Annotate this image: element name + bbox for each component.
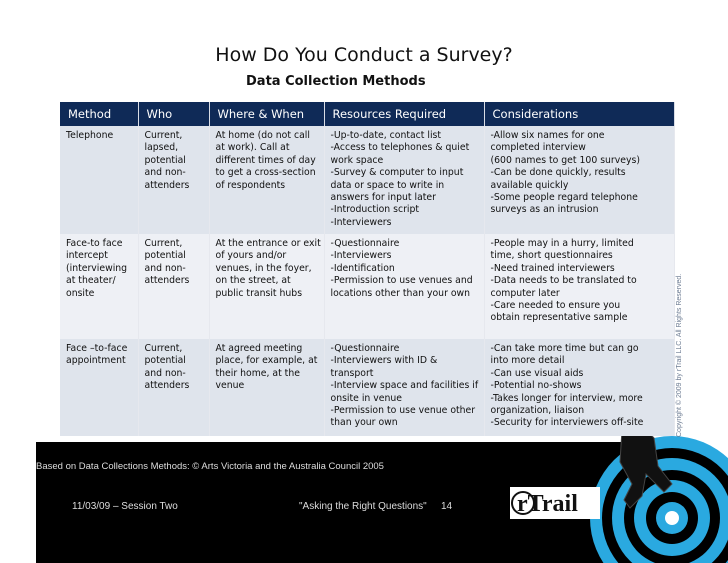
cell-line: -Interviewers — [330, 250, 392, 262]
cell-line: and non- — [144, 262, 186, 274]
cell-line: -Can use visual aids — [490, 367, 584, 379]
cell-line: potential — [144, 250, 186, 262]
cell-line: -Need trained interviewers — [490, 262, 615, 274]
footer-session-title: "Asking the Right Questions" — [299, 501, 427, 512]
cell-resources — [324, 234, 484, 339]
cell-where-when — [209, 126, 324, 234]
cell-line: time, short questionnaires — [490, 250, 613, 262]
cell-line: locations other than your own — [330, 287, 471, 299]
cell-line: appointment — [66, 355, 126, 367]
slide-title: How Do You Conduct a Survey? — [215, 44, 513, 66]
cell-line: work space — [330, 154, 384, 166]
cell-line: -Interview space and facilities if — [330, 380, 479, 392]
cell-line: -Permission to use venues and — [330, 275, 473, 287]
cell-line: potential — [144, 154, 186, 166]
rtrail-logo — [510, 487, 600, 519]
cell-line: -Questionnaire — [330, 343, 400, 354]
cell-line: Face –to-face — [66, 343, 128, 354]
cell-line: -Some people regard telephone — [490, 192, 638, 204]
cell-line: to get a cross-section — [215, 167, 316, 179]
cell-line: -Questionnaire — [330, 238, 400, 249]
cell-considerations — [484, 126, 674, 234]
cell-line: venues, in the foyer, — [215, 262, 312, 274]
cell-line: their home, at the — [215, 367, 300, 379]
cell-line: -Can take more time but can go — [490, 343, 639, 354]
cell-line: completed interview — [490, 142, 586, 154]
cell-method — [60, 126, 138, 234]
cell-line: than your own — [330, 417, 398, 429]
slide-subtitle: Data Collection Methods — [246, 74, 426, 89]
cell-line: (600 names to get 100 surveys) — [490, 154, 640, 166]
cell-resources — [324, 339, 484, 436]
cell-line: transport — [330, 367, 374, 379]
cell-line: onsite in venue — [330, 392, 402, 404]
cell-line: data or space to write in — [330, 179, 445, 191]
cell-line: attenders — [144, 179, 190, 191]
header-considerations: Considerations — [484, 102, 674, 126]
source-footnote: Based on Data Collections Methods: © Arts Victoria and the Australia Council 2005 — [36, 461, 384, 472]
cell-line: -People may in a hurry, limited — [490, 238, 634, 249]
copyright-notice: Copyright © 2009 by rTrail LLC. All Rights Reserved. — [676, 273, 683, 437]
cell-line: on the street, at — [215, 275, 291, 287]
cell-line: (interviewing — [66, 262, 128, 274]
page-number: 14 — [441, 501, 453, 512]
cell-line: Face-to face — [66, 238, 123, 249]
cell-line: -Access to telephones & quiet — [330, 142, 470, 154]
cell-line: -Survey & computer to input — [330, 167, 464, 179]
table-row — [60, 234, 674, 339]
cell-who — [138, 126, 209, 234]
cell-line: of respondents — [215, 179, 286, 191]
cell-line: computer later — [490, 287, 560, 299]
cell-line: -Permission to use venue other — [330, 405, 476, 417]
cell-method — [60, 339, 138, 436]
table-row — [60, 126, 674, 234]
cell-line: answers for input later — [330, 192, 436, 204]
cell-line: public transit hubs — [215, 287, 303, 299]
methods-table — [60, 102, 674, 452]
logo-text: rTrail — [517, 491, 578, 517]
cell-line: -Care needed to ensure you — [490, 300, 621, 312]
cell-where-when — [209, 339, 324, 436]
cell-line: organization, liaison — [490, 405, 585, 417]
cell-line: lapsed, — [144, 142, 179, 154]
cell-line: attenders — [144, 380, 190, 392]
cell-line: available quickly — [490, 179, 569, 191]
cell-line: -Can be done quickly, results — [490, 167, 626, 179]
table-row — [60, 339, 674, 436]
cell-line: -Security for interviewers off-site — [490, 417, 644, 429]
cell-line: -Introduction script — [330, 204, 420, 216]
cell-line: At the entrance or exit — [215, 238, 321, 249]
cell-line: -Up-to-date, contact list — [330, 130, 442, 141]
header-where-when: Where & When — [209, 102, 324, 126]
cell-who — [138, 339, 209, 436]
cell-line: potential — [144, 355, 186, 367]
cell-line: surveys as an intrusion — [490, 204, 599, 216]
cell-line: -Interviewers with ID & — [330, 355, 438, 367]
cell-line: at theater/ — [66, 275, 116, 287]
cell-line: intercept — [66, 250, 108, 262]
header-resources: Resources Required — [324, 102, 484, 126]
header-who: Who — [138, 102, 209, 126]
cell-method — [60, 234, 138, 339]
cell-line: different times of day — [215, 154, 316, 166]
cell-line: At home (do not call — [215, 130, 310, 141]
cell-line: into more detail — [490, 355, 565, 367]
cell-who — [138, 234, 209, 339]
cell-line: -Takes longer for interview, more — [490, 392, 643, 404]
cell-considerations — [484, 339, 674, 436]
cell-line: -Allow six names for one — [490, 130, 605, 141]
cell-line: venue — [215, 380, 245, 392]
footer-date: 11/03/09 – Session Two — [72, 501, 178, 512]
cell-line: Current, — [144, 343, 183, 354]
cell-line: Telephone — [66, 130, 114, 141]
cell-resources — [324, 126, 484, 234]
cell-where-when — [209, 234, 324, 339]
cell-line: Current, — [144, 238, 183, 249]
cell-considerations — [484, 234, 674, 339]
cell-line: -Interviewers — [330, 216, 392, 228]
cell-line: at work). Call at — [215, 142, 290, 154]
header-method: Method — [60, 102, 138, 126]
cell-line: and non- — [144, 367, 186, 379]
cell-line: -Potential no-shows — [490, 380, 582, 392]
cell-line: attenders — [144, 275, 190, 287]
cell-line: of yours and/or — [215, 250, 287, 262]
cell-line: and non- — [144, 167, 186, 179]
cell-line: onsite — [66, 287, 95, 299]
cell-line: -Identification — [330, 262, 395, 274]
cell-line: Current, — [144, 130, 183, 141]
cell-line: -Data needs to be translated to — [490, 275, 637, 287]
cell-line: place, for example, at — [215, 355, 318, 367]
cell-line: obtain representative sample — [490, 312, 628, 324]
cell-line: At agreed meeting — [215, 343, 303, 354]
